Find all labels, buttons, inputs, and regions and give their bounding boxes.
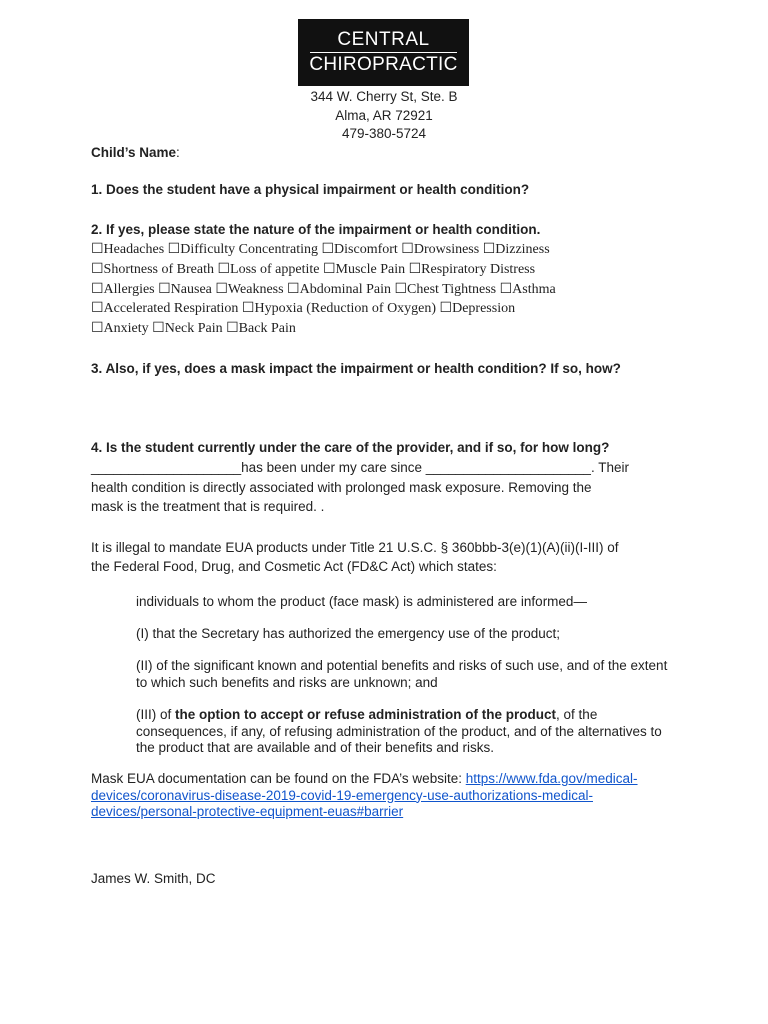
conditions-row-2[interactable]: ☐Shortness of Breath ☐Loss of appetite ☐Muscle Pain ☐Respiratory Distress: [91, 262, 536, 277]
question-3: 3. Also, if yes, does a mask impact the impairment or health condition? If so, how?: [91, 361, 621, 376]
legal-line-2: the Federal Food, Drug, and Cosmetic Act (FD&C Act) which states:: [91, 559, 497, 574]
quote-intro: individuals to whom the product (face mask) is administered are informed—: [136, 594, 587, 609]
care-line-3: mask is the treatment that is required. .: [91, 499, 325, 514]
quote-clause-ii: (II) of the significant known and potential benefits and risks of such use, and of the extent to which such benefits and risks are unknown; and: [136, 658, 668, 690]
logo-divider: [310, 52, 457, 53]
question-4: 4. Is the student currently under the care of the provider, and if so, for how long?: [91, 440, 610, 455]
logo-line-2: CHIROPRACTIC: [309, 54, 458, 75]
child-name-field: [91, 144, 180, 162]
conditions-row-5[interactable]: ☐Anxiety ☐Neck Pain ☐Back Pain: [91, 321, 296, 336]
address-street: 344 W. Cherry St, Ste. B: [310, 89, 458, 104]
legal-line-1: It is illegal to mandate EUA products under Title 21 U.S.C. § 360bbb-3(e)(1)(A)(ii)(I-III) of: [91, 540, 619, 555]
conditions-row-1[interactable]: ☐Headaches ☐Difficulty Concentrating ☐Discomfort ☐Drowsiness ☐Dizziness: [91, 242, 550, 257]
quote-clause-iii-bold: the option to accept or refuse administration of the product: [175, 707, 557, 722]
child-name-colon: :: [176, 145, 180, 160]
child-name-label: Child’s Name: [91, 145, 177, 160]
address-city: Alma, AR 72921: [335, 107, 433, 123]
logo-line-1: CENTRAL: [337, 29, 430, 50]
signature: James W. Smith, DC: [91, 871, 216, 886]
address-block: [0, 88, 768, 144]
quote-clause-iii-prefix: (III) of: [136, 707, 176, 722]
fda-reference: [91, 771, 671, 821]
logo: [298, 19, 469, 86]
conditions-row-3[interactable]: ☐Allergies ☐Nausea ☐Weakness ☐Abdominal Pain ☐Chest Tightness ☐Asthma: [91, 282, 556, 297]
quote-clause-iii-rest: , of the consequences, if any, of refusing administration of the product, and of the alternatives to the product that are available and of their benefits and risks.: [136, 707, 662, 755]
quote-clause-iii: [136, 707, 681, 757]
conditions-row-4[interactable]: ☐Accelerated Respiration ☐Hypoxia (Reduction of Oxygen) ☐Depression: [91, 301, 516, 316]
care-line-1: ____________________has been under my care since ______________________. Their: [91, 460, 629, 475]
quote-clause-i: (I) that the Secretary has authorized the emergency use of the product;: [136, 626, 560, 641]
fda-reference-text: Mask EUA documentation can be found on the FDA’s website:: [91, 771, 466, 786]
question-2: 2. If yes, please state the nature of the impairment or health condition.: [91, 222, 541, 237]
fda-link[interactable]: https://www.fda.gov/medical-devices/coronavirus-disease-2019-covid-19-emergency-use-authorizations-medical-devices/personal-protective-equipment-euas#barrier: [91, 771, 638, 819]
question-1: 1. Does the student have a physical impairment or health condition?: [91, 182, 530, 197]
address-phone: 479-380-5724: [341, 126, 427, 141]
care-line-2: health condition is directly associated with prolonged mask exposure. Removing the: [91, 480, 592, 495]
